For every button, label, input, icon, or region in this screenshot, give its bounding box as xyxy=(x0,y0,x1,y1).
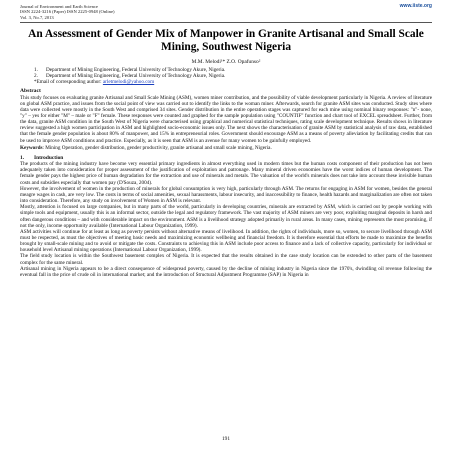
affiliation-text: Department of Mining Engineering, Federal University of Technology Akure, Nigeria. xyxy=(46,72,226,79)
intro-paragraph-4: ASM activities will continue for at least as long as poverty persists without alternative means of livelihood. In addition, the rights of individuals, more so, women, to secure livelihood through ASM must be respected, as must the objectives of meeting basic needs and maximizing economic wellbeing and financial freedom. It is therefore essential that efforts be made to maximize the benefits brought by small-scale mining and to avoid or mitigate the costs. Constraints to achieving this in ASM include poor access to finance and a lack of collective capacity, particularly for individual or household level Artisanal mining operations (International Labour Organization, 1999). xyxy=(20,228,432,254)
keywords-label: Keywords xyxy=(20,144,43,151)
section-number: 1. xyxy=(20,154,25,161)
journal-issn: ISSN 2224-3216 (Paper) ISSN 2225-0948 (Online) xyxy=(20,9,115,15)
email-prefix: *Email of corresponding author: xyxy=(34,79,103,85)
intro-paragraph-1: The products of the mining industry have become very essential primary ingredients in almost everything used in modern times but the human costs component of their production has not been adequately taken into consideration for proper assessment of the justification of exploitation and patronage. Many mineral driven economies have the worst indices of human development. The female gender pays the highest price of human degradation for the extraction and use of minerals and metals. The valuation of the world's minerals does not take into account these invisible human costs and subsidies especially that women pay (D'Souza, 2004). xyxy=(20,161,432,186)
section-title: Introduction xyxy=(34,154,64,161)
email-link[interactable]: arletmelodi@yahoo.com xyxy=(102,79,155,85)
abstract-heading: Abstract xyxy=(20,88,41,95)
header-rule xyxy=(20,22,432,23)
intro-paragraph-3: Mostly, attention is focused on large companies, but in many parts of the world, particularly in developing countries, minerals are extracted by ASM, which is carried out by people working with simple tools and equipment, usually this is an informal sector, outside the legal and regulatory framework. The vast majority of ASM miners are very poor, exploiting marginal deposits in harsh and often dangerous conditions – and with considerable impact on the environment. ASM is a livelihood strategy adopted primarily in rural areas. In many cases, mining represents the most promising, if not the only, income opportunity available (International Labour Organization, 1999). xyxy=(20,204,432,229)
keywords-text: : Mining Operation, gender distribution, gender productivity, granite artisanal and small scale mining, Nigeria. xyxy=(42,144,272,151)
abstract-text: This study focuses on evaluating granite Artisanal and Small Scale Mining (ASM), women miner contribution, and the possibility of viable development particularly in Nigeria. A review of literature on global ASM practice, and issues from the social point of view was carried out to identify the links to the woman miner. Afterwards, search for granite ASM sites was conducted. Study sites where data were collected were mostly in the South West and comprised 34 sites. Gender distribution in the entire operation stages was captured for each mine using nominal binary responses: "n"- none, "y" – yes for either "M" – male or "F" female. These responses were counted and graphed for the sample population using "COUNTIF" function and chart tool of EXCEL spreadsheet. Further, from the data, granite ASM condition in the South West of Nigeria were characterised using graphical and numerical statistical techniques, rating scale development technique. Results shows in literature review suggested a high women participation in ASM and highlighted socio-economic issues only. The next shows the characterisation of granite ASM by statistical analysis of raw data, established that the female gender population is about 80% of manpower, and 15% in entrepreneurial roles. Government should encourage ASM as a means of poverty alleviation by facilitating credits that can be used to improve ASM conditions and practice. Especially, as it is seen that ASM is an avenue for many women to be gainfully employed. xyxy=(20,94,432,144)
affiliation-number: 2. xyxy=(34,72,38,79)
page-number: 191 xyxy=(221,436,231,442)
journal-header xyxy=(20,4,432,20)
paper-title: An Assessment of Gender Mix of Manpower in Granite Artisanal and Small Scale Mining, Southwest Nigeria xyxy=(28,28,424,53)
intro-paragraph-5: The field study location is within the Southwest basement complex of Nigeria. It is expected that the results obtained in the case study location can be extended to other parts of the basement complex for the same mineral. xyxy=(20,253,432,266)
keywords xyxy=(20,145,432,151)
intro-paragraph-6: Artisanal mining in Nigeria appears to be a direct consequence of widespread poverty, caused by the decline of mining industry in Nigeria since the 1970's, dwindling oil revenue following the eventual fall in the price of crude oil in international market; and the introduction of Structural Adjustment Programme (SAP) in Nigeria in xyxy=(20,265,432,278)
journal-logo[interactable]: www.iiste.org xyxy=(399,3,432,9)
author-line: M.M. Melodi¹* Z.O. Opafunso² xyxy=(191,59,261,66)
journal-volume: Vol. 3, No.7, 2013 xyxy=(20,14,54,20)
journal-name: Journal of Environment and Earth Science xyxy=(20,4,98,9)
corresponding-email xyxy=(20,79,432,85)
affiliation-text: Department of Mining Engineering, Federal University of Technology Akure, Nigeria. xyxy=(46,66,226,73)
affiliation-number: 1. xyxy=(34,66,38,73)
intro-paragraph-2: However, the involvement of women in the production of minerals for global consumption is very high, particularly through ASM. The returns for engaging in ASM for women, besides the general meagre wages in cash, are very low. The costs in terms of social amenities, sexual harassments, labour insecurity, and inaccessibility to finance, health hazards and marginalization are often not taken into consideration. Therefore, any study on involvement of Women in ASM is relevant. xyxy=(20,185,432,205)
